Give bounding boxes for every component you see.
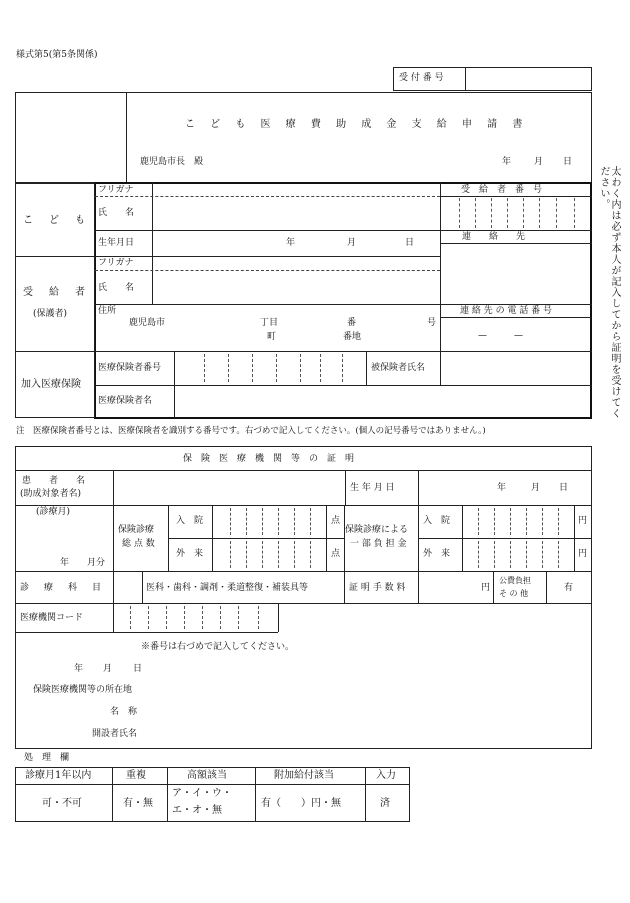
guardian-name-label: 氏 名 — [98, 283, 135, 293]
child-furigana-field[interactable] — [155, 185, 438, 195]
phone-dashes[interactable]: — — — [478, 331, 524, 341]
recipient-number-label: 受 給 者 番 号 — [461, 185, 543, 195]
proc-value-high-cost-1[interactable]: ア・イ・ウ・ — [172, 788, 232, 799]
patient-name-sub: (助成対象者名) — [20, 489, 82, 499]
proc-header-additional: 附加給付該当 — [274, 770, 334, 781]
child-name-field[interactable] — [155, 198, 438, 229]
dept-label: 診 療 科 目 — [20, 583, 105, 593]
child-name-label: 氏 名 — [98, 208, 135, 218]
insurer-name-field[interactable] — [176, 387, 588, 416]
treatment-year-month: 年 月分 — [60, 558, 106, 568]
treatment-month-label: (診療月) — [36, 507, 71, 517]
institution-name-label: 名 称 — [110, 707, 138, 717]
proc-header-input: 入力 — [376, 770, 396, 781]
guardian-furigana-field[interactable] — [155, 258, 438, 269]
form-number-label: 様式第5(第5条関係) — [16, 50, 98, 60]
guardian-furigana-label: フリガナ — [98, 258, 134, 268]
copay-label-1: 保険診療による — [345, 525, 409, 535]
copay-inpatient: 入 院 — [423, 516, 451, 526]
cert-year: 年 — [74, 664, 84, 674]
patient-name-field[interactable] — [115, 472, 343, 503]
proc-value-input[interactable]: 済 — [380, 798, 390, 809]
proc-value-additional[interactable]: 有（ ）円・無 — [261, 798, 341, 809]
side-instruction-note: 太わく内は必ず本人が記入してから証明を受けてください。 — [598, 166, 620, 419]
right-align-note: ※番号は右づめで記入してください。 — [141, 642, 295, 652]
address-ban: 番 — [347, 318, 357, 328]
receipt-number-field[interactable] — [467, 69, 589, 89]
copay-outpatient: 外 来 — [423, 549, 451, 559]
proc-header-high-cost: 高額該当 — [187, 770, 227, 781]
certification-title: 保 険 医 療 機 関 等 の 証 明 — [183, 454, 355, 464]
receipt-number-label: 受 付 番 号 — [399, 73, 444, 83]
public-expense-label-2: そ の 他 — [499, 589, 529, 598]
proc-value-within-year[interactable]: 可・不可 — [42, 798, 82, 809]
address-city: 鹿児島市 — [129, 318, 166, 328]
guardian-name-field[interactable] — [155, 272, 438, 303]
insured-name-field[interactable] — [442, 353, 590, 383]
points-unit-out: 点 — [331, 549, 341, 559]
insurer-name-label: 医療保険者名 — [98, 396, 153, 406]
address-label: 住所 — [98, 306, 117, 316]
copay-label-2: 一 部 負 担 金 — [350, 539, 407, 549]
form-title: こ ど も 医 療 費 助 成 金 支 給 申 請 書 — [185, 119, 529, 130]
phone-label: 連 絡 先 の 電 話 番 号 — [460, 306, 553, 316]
guardian-section-sub: (保護者) — [33, 309, 68, 319]
child-dob-month: 月 — [347, 238, 357, 248]
points-label-1: 保険診療 — [118, 525, 155, 535]
institution-code-label: 医療機関コード — [20, 613, 84, 623]
cert-month: 月 — [103, 664, 113, 674]
dept-options[interactable]: 医科・歯科・調剤・柔道整復・補装具等 — [146, 583, 309, 593]
addressee: 鹿児島市長 殿 — [140, 157, 204, 167]
proc-value-duplicate[interactable]: 有・無 — [123, 798, 153, 809]
cert-day: 日 — [133, 664, 143, 674]
cert-fee-unit: 円 — [481, 583, 491, 593]
header-year: 年 — [502, 157, 512, 167]
public-expense-label-1: 公費負担 — [499, 576, 531, 585]
copay-unit-out: 円 — [578, 549, 588, 559]
copay-unit-in: 円 — [578, 516, 588, 526]
patient-dob-day: 日 — [559, 483, 569, 493]
insurance-section-label: 加入医療保険 — [21, 379, 81, 390]
points-label-2: 総 点 数 — [122, 539, 155, 549]
child-dob-label: 生年月日 — [98, 238, 135, 248]
child-furigana-label: フリガナ — [98, 185, 134, 195]
address-go: 号 — [427, 318, 437, 328]
founder-name-label: 開設者氏名 — [92, 729, 138, 739]
points-outpatient: 外 来 — [176, 549, 204, 559]
address-cho: 町 — [267, 332, 277, 342]
header-month: 月 — [534, 157, 544, 167]
guardian-section-label: 受 給 者 — [23, 287, 88, 298]
proc-header-within-year: 診療月1年以内 — [25, 770, 92, 781]
contact-label: 連 絡 先 — [462, 232, 526, 242]
patient-name-label: 患 者 名 — [22, 476, 86, 486]
institution-location-label: 保険医療機関等の所在地 — [33, 685, 133, 695]
public-expense-value[interactable]: 有 — [564, 583, 574, 593]
proc-value-high-cost-2[interactable]: エ・オ・無 — [172, 805, 222, 816]
proc-header-duplicate: 重複 — [126, 770, 146, 781]
header-box — [15, 92, 592, 183]
points-inpatient: 入 院 — [176, 516, 204, 526]
patient-dob-label: 生 年 月 日 — [350, 483, 395, 493]
address-chome: 丁目 — [260, 318, 279, 328]
header-day: 日 — [563, 157, 573, 167]
processing-title: 処 理 欄 — [24, 753, 70, 763]
child-section-label: こ ど も — [23, 215, 88, 226]
patient-dob-year: 年 — [497, 483, 507, 493]
contact-field[interactable] — [442, 245, 590, 303]
insured-name-label: 被保険者氏名 — [371, 363, 426, 373]
insurer-number-label: 医療保険者番号 — [98, 363, 162, 373]
address-banchi: 番地 — [343, 332, 362, 342]
child-dob-year: 年 — [286, 238, 296, 248]
patient-dob-month: 月 — [531, 483, 541, 493]
points-unit-in: 点 — [331, 516, 341, 526]
cert-fee-label: 証 明 手 数 料 — [349, 583, 406, 593]
insurer-number-note: 注 医療保険者番号とは、医療保険者を識別する番号です。右づめで記入してください。(個人の記号番号ではありません。) — [16, 426, 486, 436]
child-dob-day: 日 — [405, 238, 415, 248]
